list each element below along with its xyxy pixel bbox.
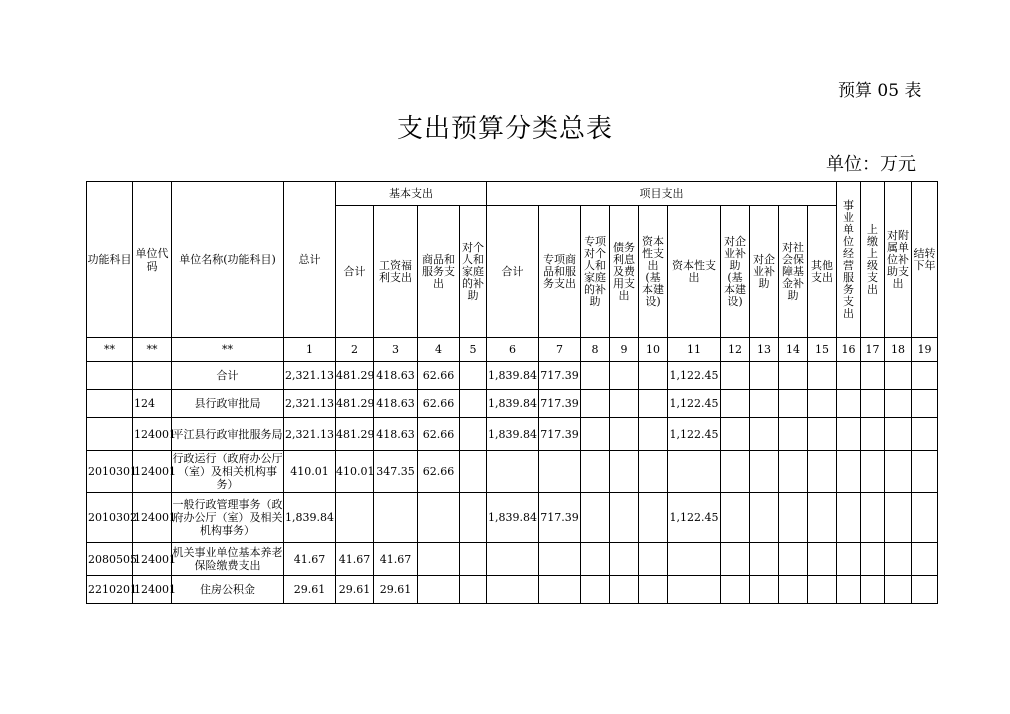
value-cell (610, 451, 639, 493)
value-cell (610, 493, 639, 543)
value-cell: 1,839.84 (487, 390, 539, 418)
value-cell (639, 390, 668, 418)
func-code-cell: 2080505 (87, 543, 133, 576)
value-cell (668, 451, 721, 493)
upper-header: 上缴上级支出 (861, 182, 885, 338)
value-cell: 29.61 (336, 576, 374, 604)
unit-code-cell: 124001 (133, 451, 172, 493)
index-cell: 10 (639, 338, 668, 362)
wages-header: 工资福利支出 (374, 206, 418, 338)
value-cell (750, 493, 779, 543)
value-cell (912, 418, 938, 451)
value-cell (539, 576, 581, 604)
value-cell (837, 493, 861, 543)
basic-expenditure-header: 基本支出 (336, 182, 487, 206)
value-cell (460, 543, 487, 576)
func-code-cell: 2010302 (87, 493, 133, 543)
carry-header: 结转下年 (912, 182, 938, 338)
value-cell (539, 451, 581, 493)
table-row (87, 451, 938, 493)
special-personal-header: 专项对个人和家庭的补助 (581, 206, 610, 338)
value-cell (418, 576, 460, 604)
value-cell: 410.01 (336, 451, 374, 493)
value-cell (885, 543, 912, 576)
value-cell (418, 493, 460, 543)
func-code-cell (87, 390, 133, 418)
value-cell (721, 451, 750, 493)
budget-table (86, 181, 938, 604)
unit-name-cell: 合计 (172, 362, 284, 390)
value-cell (912, 576, 938, 604)
value-cell (861, 451, 885, 493)
value-cell (861, 493, 885, 543)
value-cell (639, 576, 668, 604)
value-cell: 41.67 (336, 543, 374, 576)
index-cell: 13 (750, 338, 779, 362)
table-row (87, 576, 938, 604)
unit-name-cell: 平江县行政审批服务局 (172, 418, 284, 451)
value-cell: 1,122.45 (668, 390, 721, 418)
value-cell (779, 576, 808, 604)
value-cell: 1,839.84 (284, 493, 336, 543)
index-cell: ** (172, 338, 284, 362)
value-cell (779, 451, 808, 493)
value-cell: 481.29 (336, 362, 374, 390)
value-cell (721, 493, 750, 543)
value-cell (837, 451, 861, 493)
value-cell (837, 390, 861, 418)
value-cell (460, 418, 487, 451)
value-cell (721, 418, 750, 451)
index-cell: 7 (539, 338, 581, 362)
value-cell (837, 362, 861, 390)
value-cell: 62.66 (418, 390, 460, 418)
unit-code-header: 单位代码 (133, 182, 172, 338)
value-cell: 1,122.45 (668, 493, 721, 543)
value-cell (639, 451, 668, 493)
value-cell: 2,321.13 (284, 362, 336, 390)
index-cell: 9 (610, 338, 639, 362)
value-cell (861, 390, 885, 418)
table-row (87, 493, 938, 543)
value-cell (912, 390, 938, 418)
value-cell: 347.35 (374, 451, 418, 493)
project-subtotal-header: 合计 (487, 206, 539, 338)
value-cell: 418.63 (374, 390, 418, 418)
unit-name-cell: 机关事业单位基本养老保险缴费支出 (172, 543, 284, 576)
index-cell: ** (133, 338, 172, 362)
index-cell: 19 (912, 338, 938, 362)
value-cell: 1,122.45 (668, 362, 721, 390)
value-cell (837, 543, 861, 576)
table-row (87, 543, 938, 576)
value-cell (581, 576, 610, 604)
affiliated-header: 对附属单位补助支出 (885, 182, 912, 338)
index-cell: 11 (668, 338, 721, 362)
unit-name-cell: 行政运行（政府办公厅（室）及相关机构事务） (172, 452, 283, 491)
value-cell (721, 543, 750, 576)
business-header: 事业单位经营服务支出 (837, 182, 861, 338)
unit-code-cell (133, 362, 172, 390)
value-cell (460, 493, 487, 543)
page-title: 支出预算分类总表 (396, 114, 613, 144)
value-cell: 1,839.84 (487, 418, 539, 451)
unit-code-cell: 124001 (133, 493, 172, 543)
value-cell (610, 543, 639, 576)
value-cell (885, 390, 912, 418)
value-cell: 1,122.45 (668, 418, 721, 451)
index-cell: 5 (460, 338, 487, 362)
value-cell (487, 543, 539, 576)
value-cell (912, 493, 938, 543)
other-header: 其他支出 (808, 206, 837, 338)
value-cell (460, 451, 487, 493)
form-number: 预算 05 表 (838, 81, 922, 101)
value-cell (912, 451, 938, 493)
value-cell (750, 390, 779, 418)
capital-build-header: 资本性支出(基本建设) (639, 206, 668, 338)
header-row-1 (87, 182, 938, 206)
index-row (87, 338, 938, 362)
social-security-header: 对社会保障基金补助 (779, 206, 808, 338)
value-cell (639, 418, 668, 451)
value-cell: 29.61 (284, 576, 336, 604)
value-cell (336, 493, 374, 543)
value-cell (779, 493, 808, 543)
value-cell (885, 418, 912, 451)
value-cell: 481.29 (336, 418, 374, 451)
ent-subsidy-build-header: 对企业补助(基本建设) (721, 206, 750, 338)
value-cell (808, 390, 837, 418)
value-cell (885, 493, 912, 543)
table-row (87, 362, 938, 390)
value-cell: 62.66 (418, 362, 460, 390)
value-cell (639, 493, 668, 543)
unit-name-header: 单位名称(功能科目) (172, 182, 284, 338)
capital-header: 资本性支出 (668, 206, 721, 338)
value-cell (779, 390, 808, 418)
func-code-cell (87, 418, 133, 451)
value-cell: 1,839.84 (487, 493, 539, 543)
value-cell: 62.66 (418, 451, 460, 493)
unit-code-cell: 124001 (133, 576, 172, 604)
value-cell (808, 543, 837, 576)
value-cell (581, 362, 610, 390)
index-cell: 3 (374, 338, 418, 362)
debt-header: 债务利息及费用支出 (610, 206, 639, 338)
special-goods-header: 专项商品和服务支出 (539, 206, 581, 338)
value-cell (750, 451, 779, 493)
unit-code-cell: 124001 (133, 543, 172, 576)
value-cell (610, 390, 639, 418)
table-row (87, 390, 938, 418)
value-cell: 62.66 (418, 418, 460, 451)
value-cell (750, 543, 779, 576)
value-cell: 717.39 (539, 418, 581, 451)
value-cell (460, 390, 487, 418)
value-cell (539, 543, 581, 576)
value-cell (460, 576, 487, 604)
value-cell (808, 451, 837, 493)
index-cell: 18 (885, 338, 912, 362)
value-cell: 717.39 (539, 493, 581, 543)
value-cell (668, 543, 721, 576)
value-cell: 41.67 (284, 543, 336, 576)
value-cell (808, 418, 837, 451)
value-cell (808, 493, 837, 543)
value-cell (668, 576, 721, 604)
index-cell: 16 (837, 338, 861, 362)
value-cell (912, 362, 938, 390)
index-cell: 2 (336, 338, 374, 362)
index-cell: 17 (861, 338, 885, 362)
value-cell: 1,839.84 (487, 362, 539, 390)
value-cell (581, 451, 610, 493)
value-cell (861, 543, 885, 576)
value-cell (610, 576, 639, 604)
value-cell (861, 576, 885, 604)
value-cell: 2,321.13 (284, 418, 336, 451)
value-cell: 410.01 (284, 451, 336, 493)
goods-header: 商品和服务支出 (418, 206, 460, 338)
value-cell (639, 543, 668, 576)
value-cell (861, 362, 885, 390)
value-cell (721, 390, 750, 418)
value-cell (487, 451, 539, 493)
index-cell: 12 (721, 338, 750, 362)
value-cell (581, 390, 610, 418)
value-cell (885, 576, 912, 604)
personal-header: 对个人和家庭的补助 (460, 206, 487, 338)
value-cell (750, 362, 779, 390)
func-code-cell: 2210201 (87, 576, 133, 604)
unit-name-cell: 县行政审批局 (172, 390, 284, 418)
value-cell (610, 418, 639, 451)
index-cell: 4 (418, 338, 460, 362)
value-cell (610, 362, 639, 390)
value-cell (374, 493, 418, 543)
total-header: 总计 (284, 182, 336, 338)
unit-code-cell: 124 (133, 390, 172, 418)
value-cell: 2,321.13 (284, 390, 336, 418)
value-cell (885, 451, 912, 493)
index-cell: 1 (284, 338, 336, 362)
unit-name-cell: 一般行政管理事务（政府办公厅（室）及相关机构事务） (172, 493, 284, 543)
index-cell: 14 (779, 338, 808, 362)
value-cell: 418.63 (374, 362, 418, 390)
value-cell (581, 493, 610, 543)
unit-label: 单位：万元 (826, 154, 916, 175)
value-cell (808, 362, 837, 390)
func-code-cell: 2010301 (87, 451, 133, 493)
value-cell (779, 543, 808, 576)
value-cell (779, 418, 808, 451)
value-cell (418, 543, 460, 576)
value-cell (460, 362, 487, 390)
value-cell (750, 418, 779, 451)
unit-code-cell: 124001 (133, 418, 172, 451)
value-cell: 481.29 (336, 390, 374, 418)
value-cell (750, 576, 779, 604)
value-cell: 717.39 (539, 362, 581, 390)
basic-subtotal-header: 合计 (336, 206, 374, 338)
value-cell (779, 362, 808, 390)
index-cell: ** (87, 338, 133, 362)
func-code-cell (87, 362, 133, 390)
value-cell (885, 362, 912, 390)
value-cell (808, 576, 837, 604)
unit-name-cell: 住房公积金 (172, 576, 284, 604)
value-cell (721, 362, 750, 390)
value-cell (861, 418, 885, 451)
value-cell (581, 543, 610, 576)
value-cell: 29.61 (374, 576, 418, 604)
ent-subsidy-header: 对企业补助 (750, 206, 779, 338)
value-cell (912, 543, 938, 576)
value-cell (639, 362, 668, 390)
func-code-header: 功能科目 (87, 182, 133, 338)
table-row (87, 418, 938, 451)
value-cell (487, 576, 539, 604)
value-cell: 418.63 (374, 418, 418, 451)
value-cell: 717.39 (539, 390, 581, 418)
value-cell (581, 418, 610, 451)
project-expenditure-header: 项目支出 (487, 182, 837, 206)
value-cell (837, 418, 861, 451)
value-cell (721, 576, 750, 604)
value-cell (837, 576, 861, 604)
index-cell: 6 (487, 338, 539, 362)
index-cell: 8 (581, 338, 610, 362)
index-cell: 15 (808, 338, 837, 362)
value-cell: 41.67 (374, 543, 418, 576)
